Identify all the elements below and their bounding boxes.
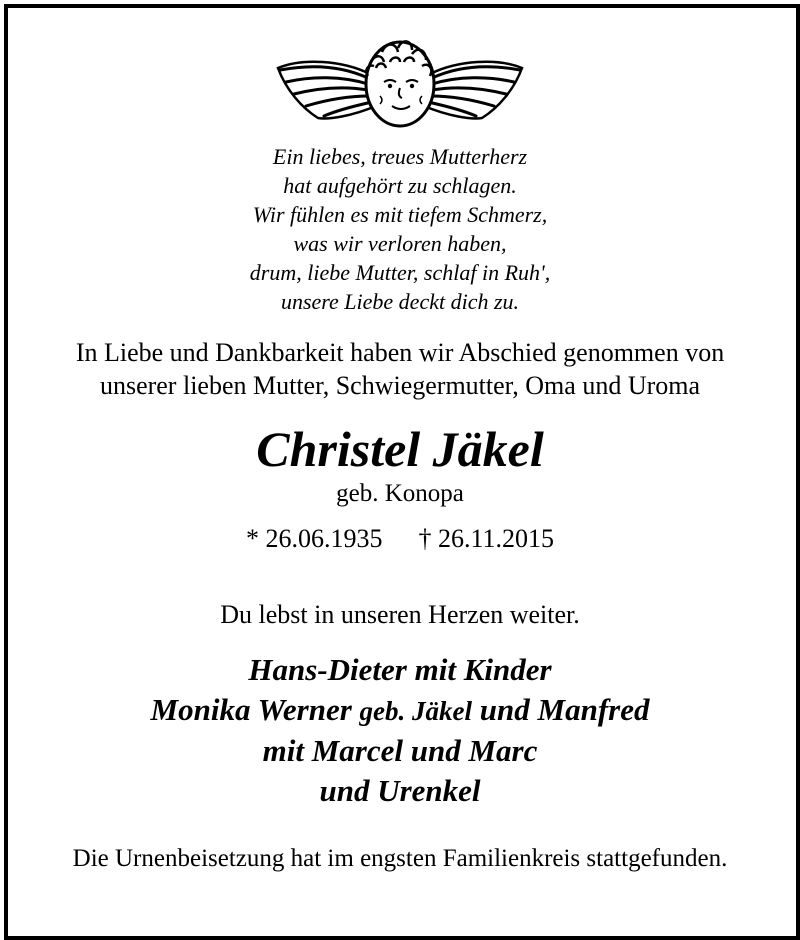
intro-line: unserer lieben Mutter, Schwiegermutter, Oma und Uroma (99, 371, 701, 400)
intro-line: In Liebe und Dankbarkeit haben wir Abschied genommen von (75, 338, 725, 367)
poem-line: Wir fühlen es mit tiefem Schmerz, (252, 202, 548, 227)
intro-text (0, 336, 800, 402)
family-member-birth-name: geb. Jäkel (359, 696, 473, 726)
family-line: Hans-Dieter mit Kinder (248, 652, 552, 687)
burial-notice: Die Urnenbeisetzung hat im engsten Familienkreis stattgefunden. (72, 845, 728, 872)
death-date: † 26.11.2015 (418, 524, 555, 553)
family-signature (0, 650, 800, 811)
family-member: Monika Werner (150, 692, 352, 727)
poem-line: hat aufgehört zu schlagen. (283, 173, 517, 198)
family-line (0, 690, 800, 731)
family-line: und Urenkel (319, 773, 481, 808)
birth-name: geb. Konopa (336, 480, 464, 507)
poem-line: unsere Liebe deckt dich zu. (280, 289, 520, 314)
poem-line: Ein liebes, treues Mutterherz (272, 144, 528, 169)
poem-line: was wir verloren haben, (293, 231, 507, 256)
deceased-name: Christel Jäkel (256, 421, 544, 477)
motto: Du lebst in unseren Herzen weiter. (220, 600, 580, 629)
life-dates (0, 522, 800, 556)
family-member: und Manfred (479, 692, 650, 727)
poem (0, 142, 800, 316)
cherub-icon (272, 24, 528, 134)
birth-date: * 26.06.1935 (245, 524, 383, 553)
family-line: mit Marcel und Marc (262, 733, 538, 768)
poem-line: drum, liebe Mutter, schlaf in Ruh', (249, 260, 551, 285)
